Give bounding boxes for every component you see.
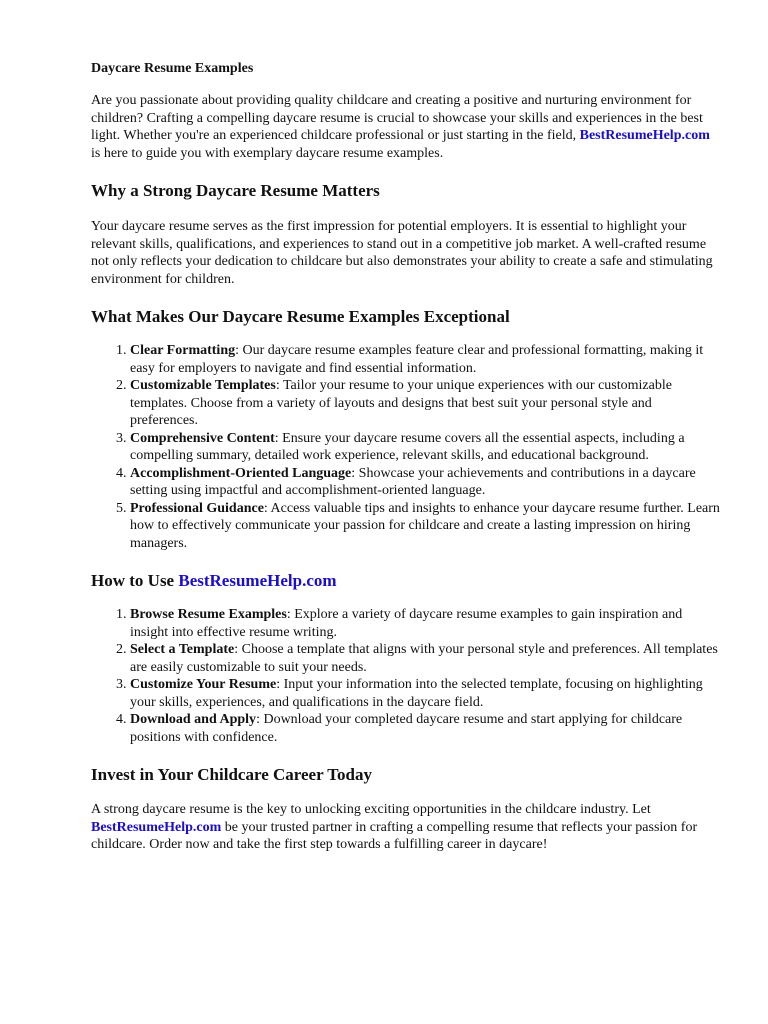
what-item-term: Professional Guidance bbox=[130, 500, 264, 516]
what-list-item bbox=[130, 430, 720, 465]
invest-text-start: A strong daycare resume is the key to unlocking exciting opportunities in the childcare industry. Let bbox=[91, 802, 651, 817]
what-item-term: Clear Formatting bbox=[130, 343, 236, 358]
intro-text-start: Are you passionate about providing quality childcare and creating a positive and nurturing environment for children? Crafting a compelling daycare resume is crucial to showcase your skills and experiences in the best light. Whether you're an experienced childcare professional or just starting in the field, bbox=[91, 93, 703, 143]
heading-invest: Invest in Your Childcare Career Today bbox=[91, 765, 373, 784]
how-list bbox=[91, 606, 720, 746]
how-item-desc: : Download your completed daycare resume and start applying for childcare positions with confidence. bbox=[130, 712, 683, 745]
invest-paragraph bbox=[91, 801, 720, 854]
how-item-term: Browse Resume Examples bbox=[130, 607, 287, 622]
how-item-desc: : Explore a variety of daycare resume examples to gain inspiration and insight into effective resume writing. bbox=[130, 607, 683, 640]
what-list-item bbox=[130, 377, 720, 430]
how-list-item bbox=[130, 676, 720, 711]
intro-paragraph bbox=[91, 92, 720, 162]
what-list-item bbox=[130, 342, 720, 377]
what-list-item bbox=[130, 465, 720, 500]
how-list-item bbox=[130, 711, 720, 746]
heading-what: What Makes Our Daycare Resume Examples Exceptional bbox=[91, 307, 510, 326]
invest-link[interactable]: BestResumeHelp.com bbox=[91, 819, 222, 835]
what-item-term: Accomplishment-Oriented Language bbox=[130, 465, 352, 481]
what-item-desc: : Our daycare resume examples feature clear and professional formatting, making it easy for employers to navigate and find essential information. bbox=[130, 343, 704, 376]
how-list-item bbox=[130, 606, 720, 641]
how-item-term: Customize Your Resume bbox=[130, 677, 277, 692]
what-item-desc: : Showcase your achievements and contributions in a daycare setting using impactful and accomplishment-oriented language. bbox=[130, 465, 696, 498]
heading-how bbox=[91, 570, 720, 592]
what-list-item bbox=[130, 500, 720, 553]
what-item-desc: : Access valuable tips and insights to enhance your daycare resume further. Learn how to effectively communicate your passion for childcare and create a lasting impression on hiring managers. bbox=[130, 500, 720, 551]
why-paragraph: Your daycare resume serves as the first impression for potential employers. It is essential to highlight your relevant skills, qualifications, and experiences to stand out in a competitive job market. A well-crafted resume not only reflects your dedication to childcare but also demonstrates your ability to create a safe and stimulating environment for children. bbox=[91, 219, 713, 287]
how-item-term: Select a Template bbox=[130, 642, 235, 657]
how-list-item bbox=[130, 641, 720, 676]
document-title: Daycare Resume Examples bbox=[91, 61, 254, 76]
intro-link[interactable]: BestResumeHelp.com bbox=[579, 128, 710, 143]
what-item-term: Comprehensive Content bbox=[130, 430, 275, 446]
intro-text-end: is here to guide you with exemplary daycare resume examples. bbox=[91, 145, 444, 161]
how-item-term: Download and Apply bbox=[130, 712, 257, 727]
how-item-desc: : Choose a template that aligns with your personal style and preferences. All templates are easily customizable to suit your needs. bbox=[130, 642, 718, 675]
how-heading-prefix: How to Use bbox=[91, 571, 179, 590]
what-item-desc: : Tailor your resume to your unique experiences with our customizable templates. Choose from a variety of layouts and designs that best suit your personal style and preferences. bbox=[130, 378, 672, 428]
what-item-term: Customizable Templates bbox=[130, 378, 276, 393]
how-item-desc: : Input your information into the selected template, focusing on highlighting your skills, experiences, and qualifications in the daycare field. bbox=[130, 677, 703, 710]
invest-text-end: be your trusted partner in crafting a compelling resume that reflects your passion for childcare. Order now and take the first step towards a fulfilling career in daycare! bbox=[91, 819, 698, 852]
what-item-desc: : Ensure your daycare resume covers all the essential aspects, including a compelling summary, detailed work experience, relevant skills, and educational background. bbox=[130, 430, 685, 463]
how-heading-link[interactable]: BestResumeHelp.com bbox=[178, 571, 337, 590]
heading-why: Why a Strong Daycare Resume Matters bbox=[91, 181, 380, 200]
what-list bbox=[91, 342, 720, 552]
